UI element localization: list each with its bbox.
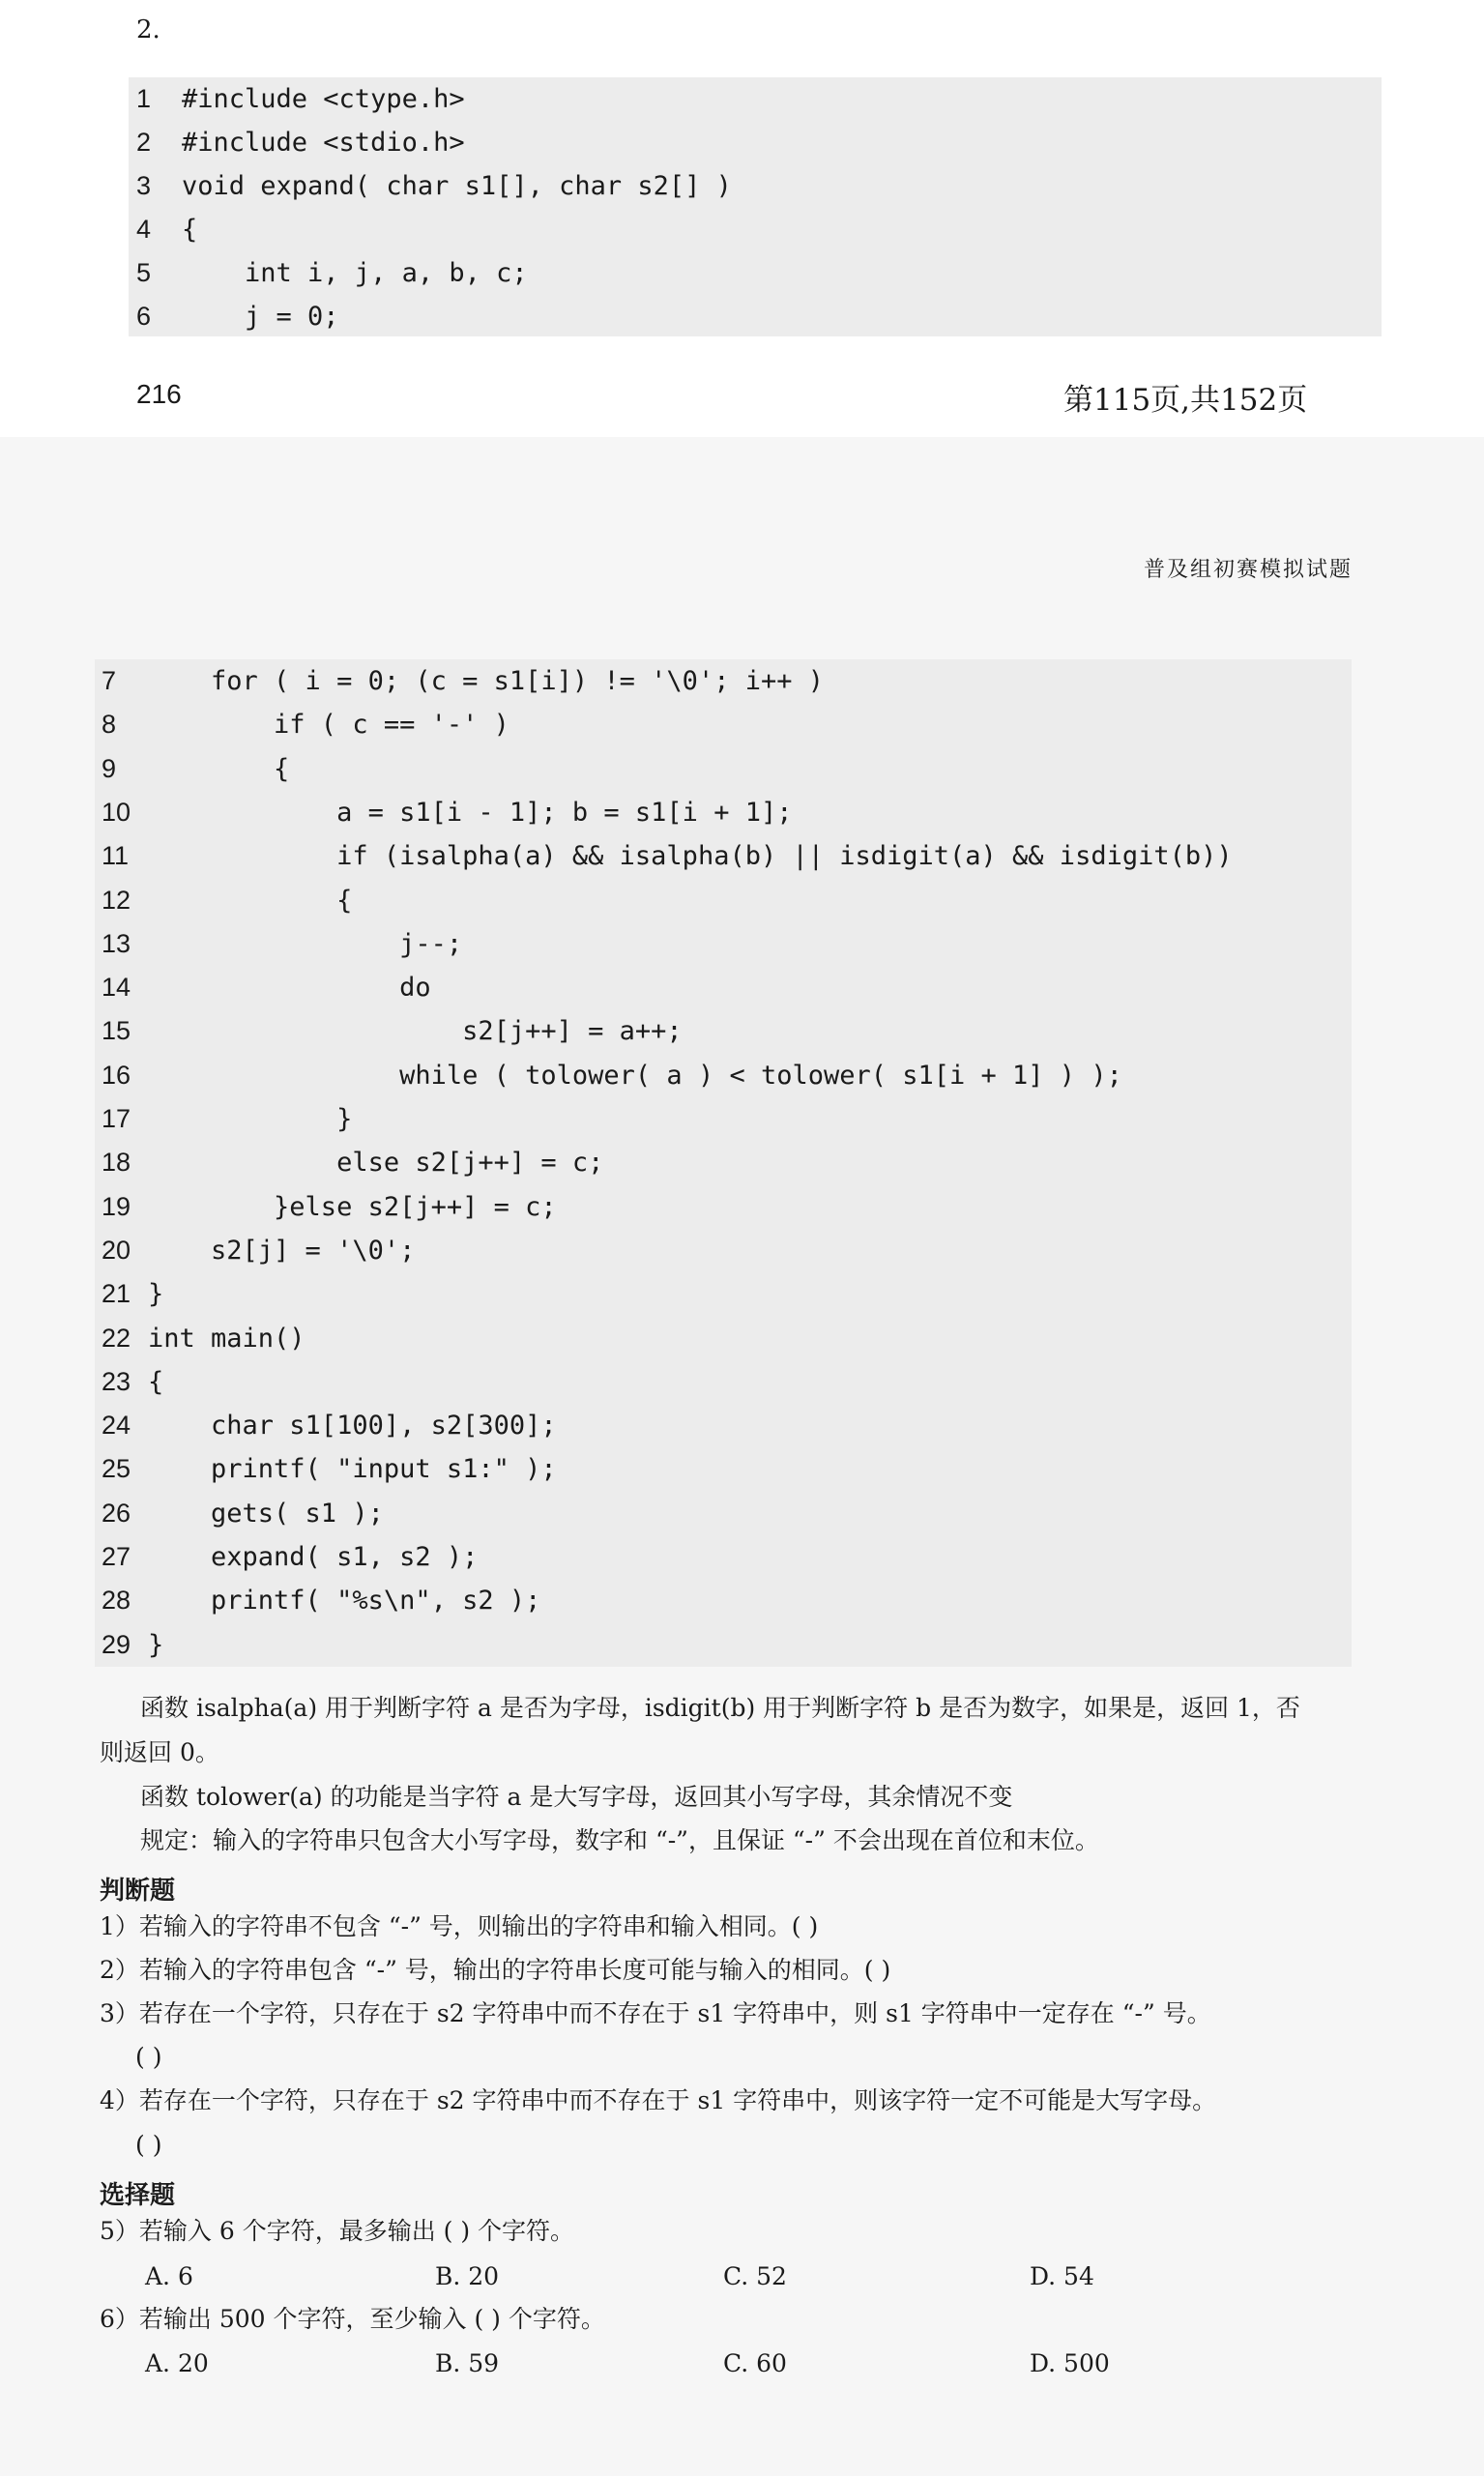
code-line (95, 922, 1352, 966)
line-number: 17 (102, 1104, 131, 1133)
line-number: 23 (102, 1366, 131, 1396)
code-line (95, 1492, 1352, 1535)
header-title: 普及组初赛模拟试题 (1144, 558, 1353, 582)
code-line (129, 251, 1382, 295)
code-text: { (148, 1366, 164, 1397)
code-text: } (148, 1629, 164, 1660)
code-line (95, 1623, 1352, 1667)
code-line (95, 1141, 1352, 1184)
code-line (95, 1229, 1352, 1272)
q5-option-a: A. 6 (145, 2262, 193, 2290)
choice-q5: 5）若输入 6 个字符，最多输出 ( ) 个字符。 (100, 2217, 575, 2245)
code-line (95, 834, 1352, 878)
code-text: while ( tolower( a ) < tolower( s1[i + 1] ) ); (148, 1060, 1122, 1091)
line-number: 12 (102, 885, 131, 915)
code-text: s2[j++] = a++; (148, 1016, 683, 1047)
q5-option-d: D. 54 (1030, 2262, 1094, 2290)
code-line (95, 659, 1352, 703)
judge-section-title: 判断题 (100, 1877, 176, 1906)
code-text: } (148, 1279, 164, 1310)
judge-q3-line1: 3）若存在一个字符，只存在于 s2 字符串中而不存在于 s1 字符串中，则 s1 字符串中一定存在 “-” 号。 (100, 1999, 1211, 2027)
code-text: printf( "input s1:" ); (148, 1454, 557, 1485)
q6-option-d: D. 500 (1030, 2349, 1110, 2377)
code-line (95, 966, 1352, 1009)
line-number: 21 (102, 1279, 131, 1309)
choice-q6: 6）若输出 500 个字符，至少输入 ( ) 个字符。 (100, 2305, 605, 2333)
code-line (95, 879, 1352, 922)
code-text: #include <stdio.h> (182, 128, 465, 158)
judge-q3-line2: ( ) (135, 2043, 162, 2071)
code-text: { (148, 753, 290, 784)
line-number: 15 (102, 1016, 131, 1046)
code-line (129, 208, 1382, 251)
code-line (95, 791, 1352, 834)
code-text: if (isalpha(a) && isalpha(b) || isdigit(a) && isdigit(b)) (148, 841, 1233, 872)
code-line (95, 1317, 1352, 1360)
page-number-right: 第115页,共152页 (1063, 383, 1308, 418)
code-line (95, 1404, 1352, 1447)
line-number: 13 (102, 928, 131, 958)
code-text: gets( s1 ); (148, 1498, 384, 1529)
line-number: 19 (102, 1191, 131, 1221)
code-text: a = s1[i - 1]; b = s1[i + 1]; (148, 797, 793, 828)
code-text: } (148, 1104, 353, 1134)
code-line (129, 121, 1382, 164)
code-text: j--; (148, 928, 463, 959)
code-line (95, 1272, 1352, 1316)
line-number: 14 (102, 973, 131, 1003)
code-line (129, 164, 1382, 208)
line-number: 25 (102, 1454, 131, 1484)
desc-isalpha-line2: 则返回 0。 (100, 1738, 219, 1766)
code-line (95, 1054, 1352, 1097)
q6-option-b: B. 59 (435, 2349, 500, 2377)
code-text: printf( "%s\n", s2 ); (148, 1586, 541, 1617)
code-text: int i, j, a, b, c; (182, 258, 528, 288)
page-number-left: 216 (136, 379, 182, 409)
line-number: 9 (102, 753, 117, 783)
code-text: }else s2[j++] = c; (148, 1191, 557, 1222)
line-number: 1 (136, 84, 152, 113)
code-line (129, 295, 1382, 338)
line-number: 18 (102, 1148, 131, 1178)
line-number: 27 (102, 1542, 131, 1571)
line-number: 24 (102, 1411, 131, 1441)
line-number: 4 (136, 215, 152, 244)
desc-tolower: 函数 tolower(a) 的功能是当字符 a 是大写字母，返回其小写字母，其余情况不变 (140, 1783, 1013, 1811)
code-line (95, 1185, 1352, 1229)
line-number: 16 (102, 1060, 131, 1090)
code-line (95, 747, 1352, 791)
code-line (95, 1579, 1352, 1622)
line-number: 8 (102, 710, 117, 740)
q5-option-b: B. 20 (435, 2262, 500, 2290)
judge-q4-line1: 4）若存在一个字符，只存在于 s2 字符串中而不存在于 s1 字符串中，则该字符一定不可能是大写字母。 (100, 2086, 1217, 2114)
code-text: for ( i = 0; (c = s1[i]) != '\0'; i++ ) (148, 666, 824, 696)
choice-section-title: 选择题 (100, 2181, 176, 2210)
code-line (95, 1360, 1352, 1404)
line-number: 11 (102, 841, 130, 871)
code-text: do (148, 973, 431, 1004)
line-number: 29 (102, 1629, 131, 1659)
code-text: int main() (148, 1323, 306, 1354)
code-text: if ( c == '-' ) (148, 710, 509, 741)
code-text: #include <ctype.h> (182, 84, 465, 114)
code-text: else s2[j++] = c; (148, 1148, 604, 1179)
judge-q4-line2: ( ) (135, 2131, 162, 2159)
line-number: 5 (136, 258, 152, 287)
code-line (95, 703, 1352, 746)
line-number: 20 (102, 1235, 131, 1265)
code-text: s2[j] = '\0'; (148, 1235, 416, 1266)
line-number: 22 (102, 1323, 131, 1353)
q5-option-c: C. 52 (723, 2262, 787, 2290)
line-number: 28 (102, 1586, 131, 1616)
q6-option-a: A. 20 (145, 2349, 209, 2377)
code-block-bottom (95, 659, 1352, 1667)
code-line (95, 1097, 1352, 1141)
code-text: { (148, 885, 353, 916)
desc-isalpha-line1: 函数 isalpha(a) 用于判断字符 a 是否为字母，isdigit(b) 用于判断字符 b 是否为数字，如果是，返回 1，否 (140, 1694, 1300, 1722)
question-number: 2. (136, 15, 160, 44)
desc-rule: 规定：输入的字符串只包含大小写字母，数字和 “-”，且保证 “-” 不会出现在首位和末位。 (140, 1826, 1099, 1854)
line-number: 2 (136, 128, 152, 157)
code-text: { (182, 215, 198, 245)
q6-option-c: C. 60 (723, 2349, 787, 2377)
code-text: j = 0; (182, 302, 339, 332)
judge-q2: 2）若输入的字符串包含 “-” 号，输出的字符串长度可能与输入的相同。( ) (100, 1956, 891, 1984)
code-line (95, 1009, 1352, 1053)
line-number: 3 (136, 171, 152, 200)
code-line (95, 1447, 1352, 1491)
code-text: void expand( char s1[], char s2[] ) (182, 171, 732, 201)
line-number: 26 (102, 1498, 131, 1528)
code-block-top (129, 77, 1382, 336)
code-line (129, 77, 1382, 121)
code-text: expand( s1, s2 ); (148, 1542, 479, 1572)
code-line (95, 1535, 1352, 1579)
line-number: 10 (102, 797, 131, 827)
judge-q1: 1）若输入的字符串不包含 “-” 号，则输出的字符串和输入相同。( ) (100, 1912, 819, 1940)
line-number: 7 (102, 666, 117, 695)
line-number: 6 (136, 302, 152, 331)
code-text: char s1[100], s2[300]; (148, 1411, 557, 1442)
